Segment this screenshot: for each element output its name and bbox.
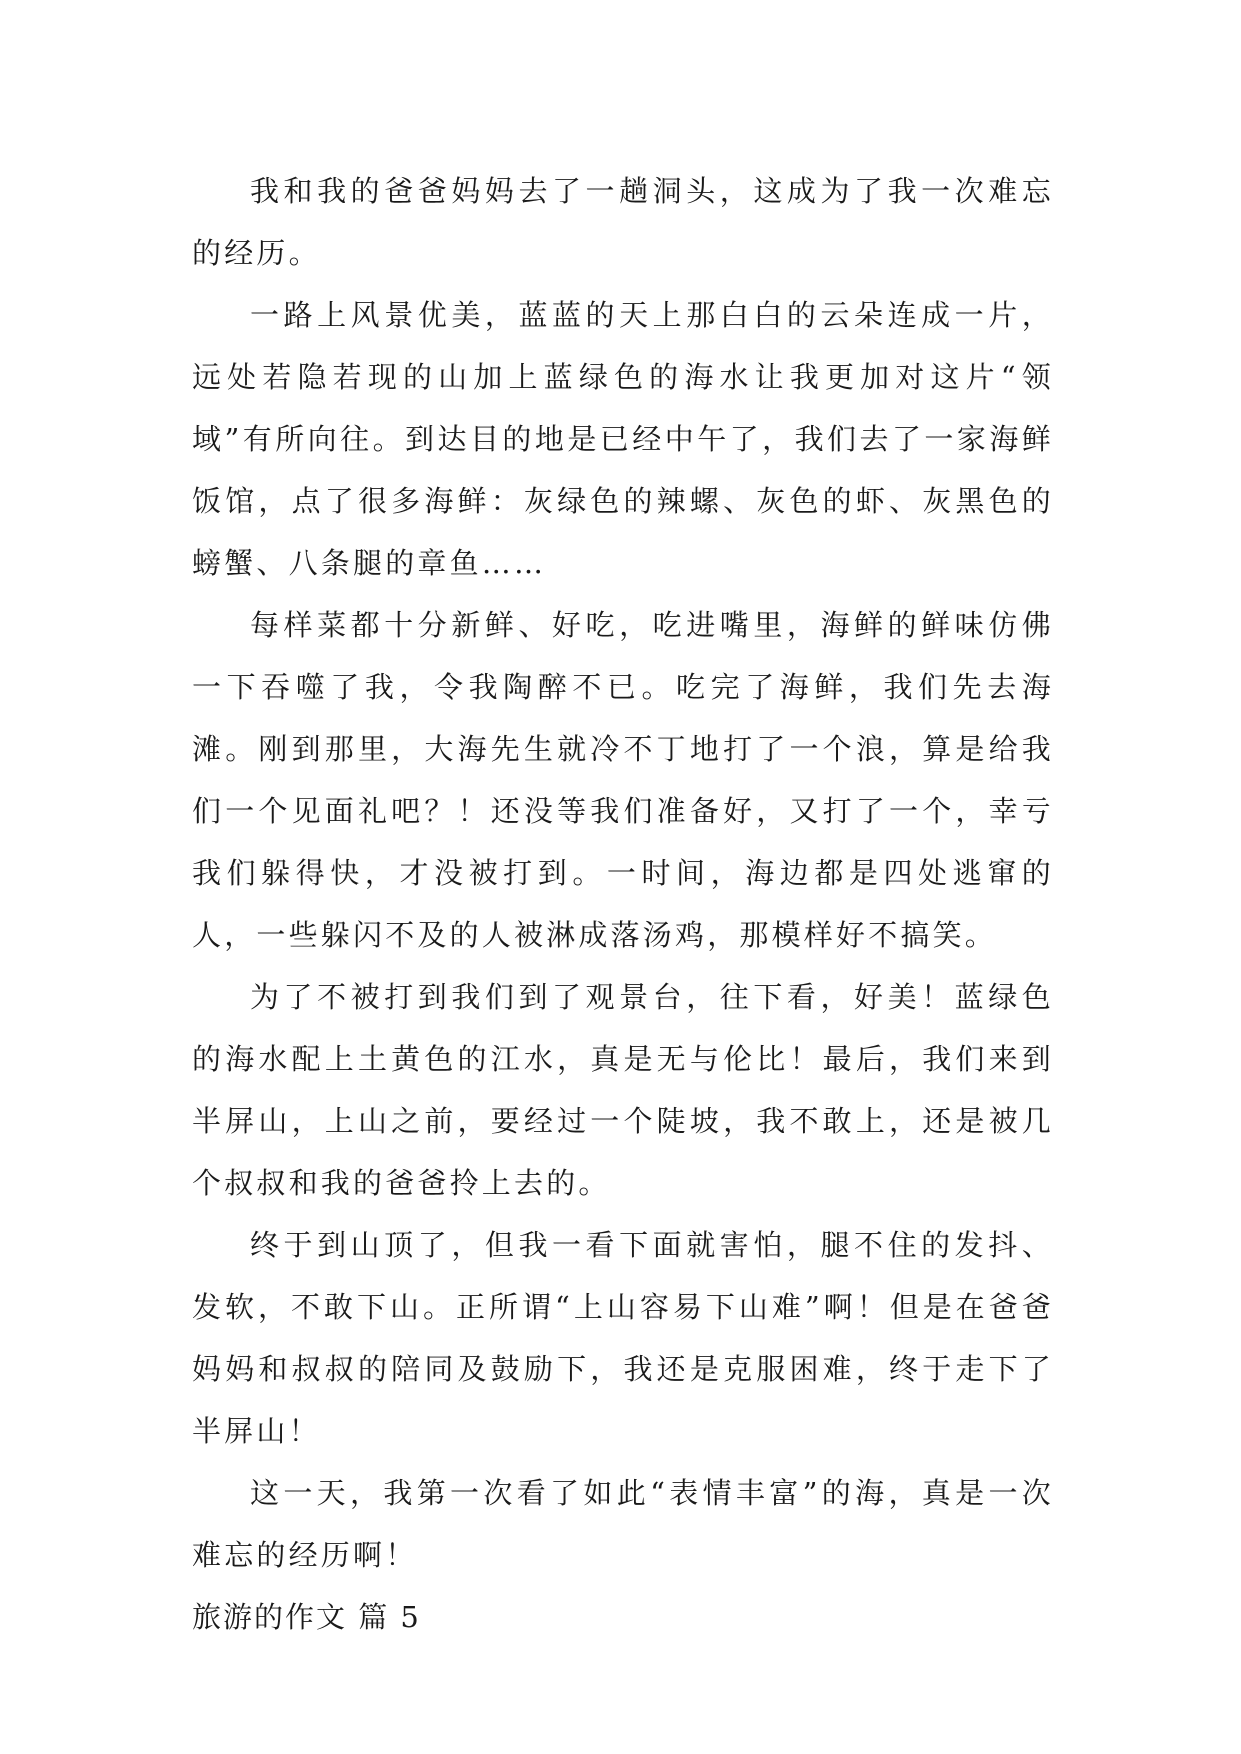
- document-body: [192, 160, 1054, 1648]
- paragraph-6: 这一天，我第一次看了如此“表情丰富”的海，真是一次难忘的经历啊！: [192, 1476, 1054, 1572]
- paragraph-4: 为了不被打到我们到了观景台，往下看，好美！蓝绿色的海水配上土黄色的江水，真是无与伦比！最后，我们来到半屏山，上山之前，要经过一个陡坡，我不敢上，还是被几个叔叔和我的爸爸拎上去的。: [192, 980, 1054, 1200]
- paragraph-3: 每样菜都十分新鲜、好吃，吃进嘴里，海鲜的鲜味仿佛一下吞噬了我，令我陶醉不已。吃完了海鲜，我们先去海滩。刚到那里，大海先生就冷不丁地打了一个浪，算是给我们一个见面礼吧？！还没等我们准备好，又打了一个，幸亏我们躲得快，才没被打到。一时间，海边都是四处逃窜的人，一些躲闪不及的人被淋成落汤鸡，那模样好不搞笑。: [192, 608, 1054, 952]
- section-title: 旅游的作文 篇 5: [192, 1600, 421, 1634]
- paragraph-1: 我和我的爸爸妈妈去了一趟洞头，这成为了我一次难忘的经历。: [192, 174, 1054, 270]
- paragraph-5: 终于到山顶了，但我一看下面就害怕，腿不住的发抖、发软，不敢下山。正所谓“上山容易下山难”啊！但是在爸爸妈妈和叔叔的陪同及鼓励下，我还是克服困难，终于走下了半屏山！: [192, 1228, 1054, 1448]
- paragraph-2: 一路上风景优美，蓝蓝的天上那白白的云朵连成一片，远处若隐若现的山加上蓝绿色的海水让我更加对这片“领域”有所向往。到达目的地是已经中午了，我们去了一家海鲜饭馆，点了很多海鲜：灰绿色的辣螺、灰色的虾、灰黑色的螃蟹、八条腿的章鱼……: [192, 298, 1054, 580]
